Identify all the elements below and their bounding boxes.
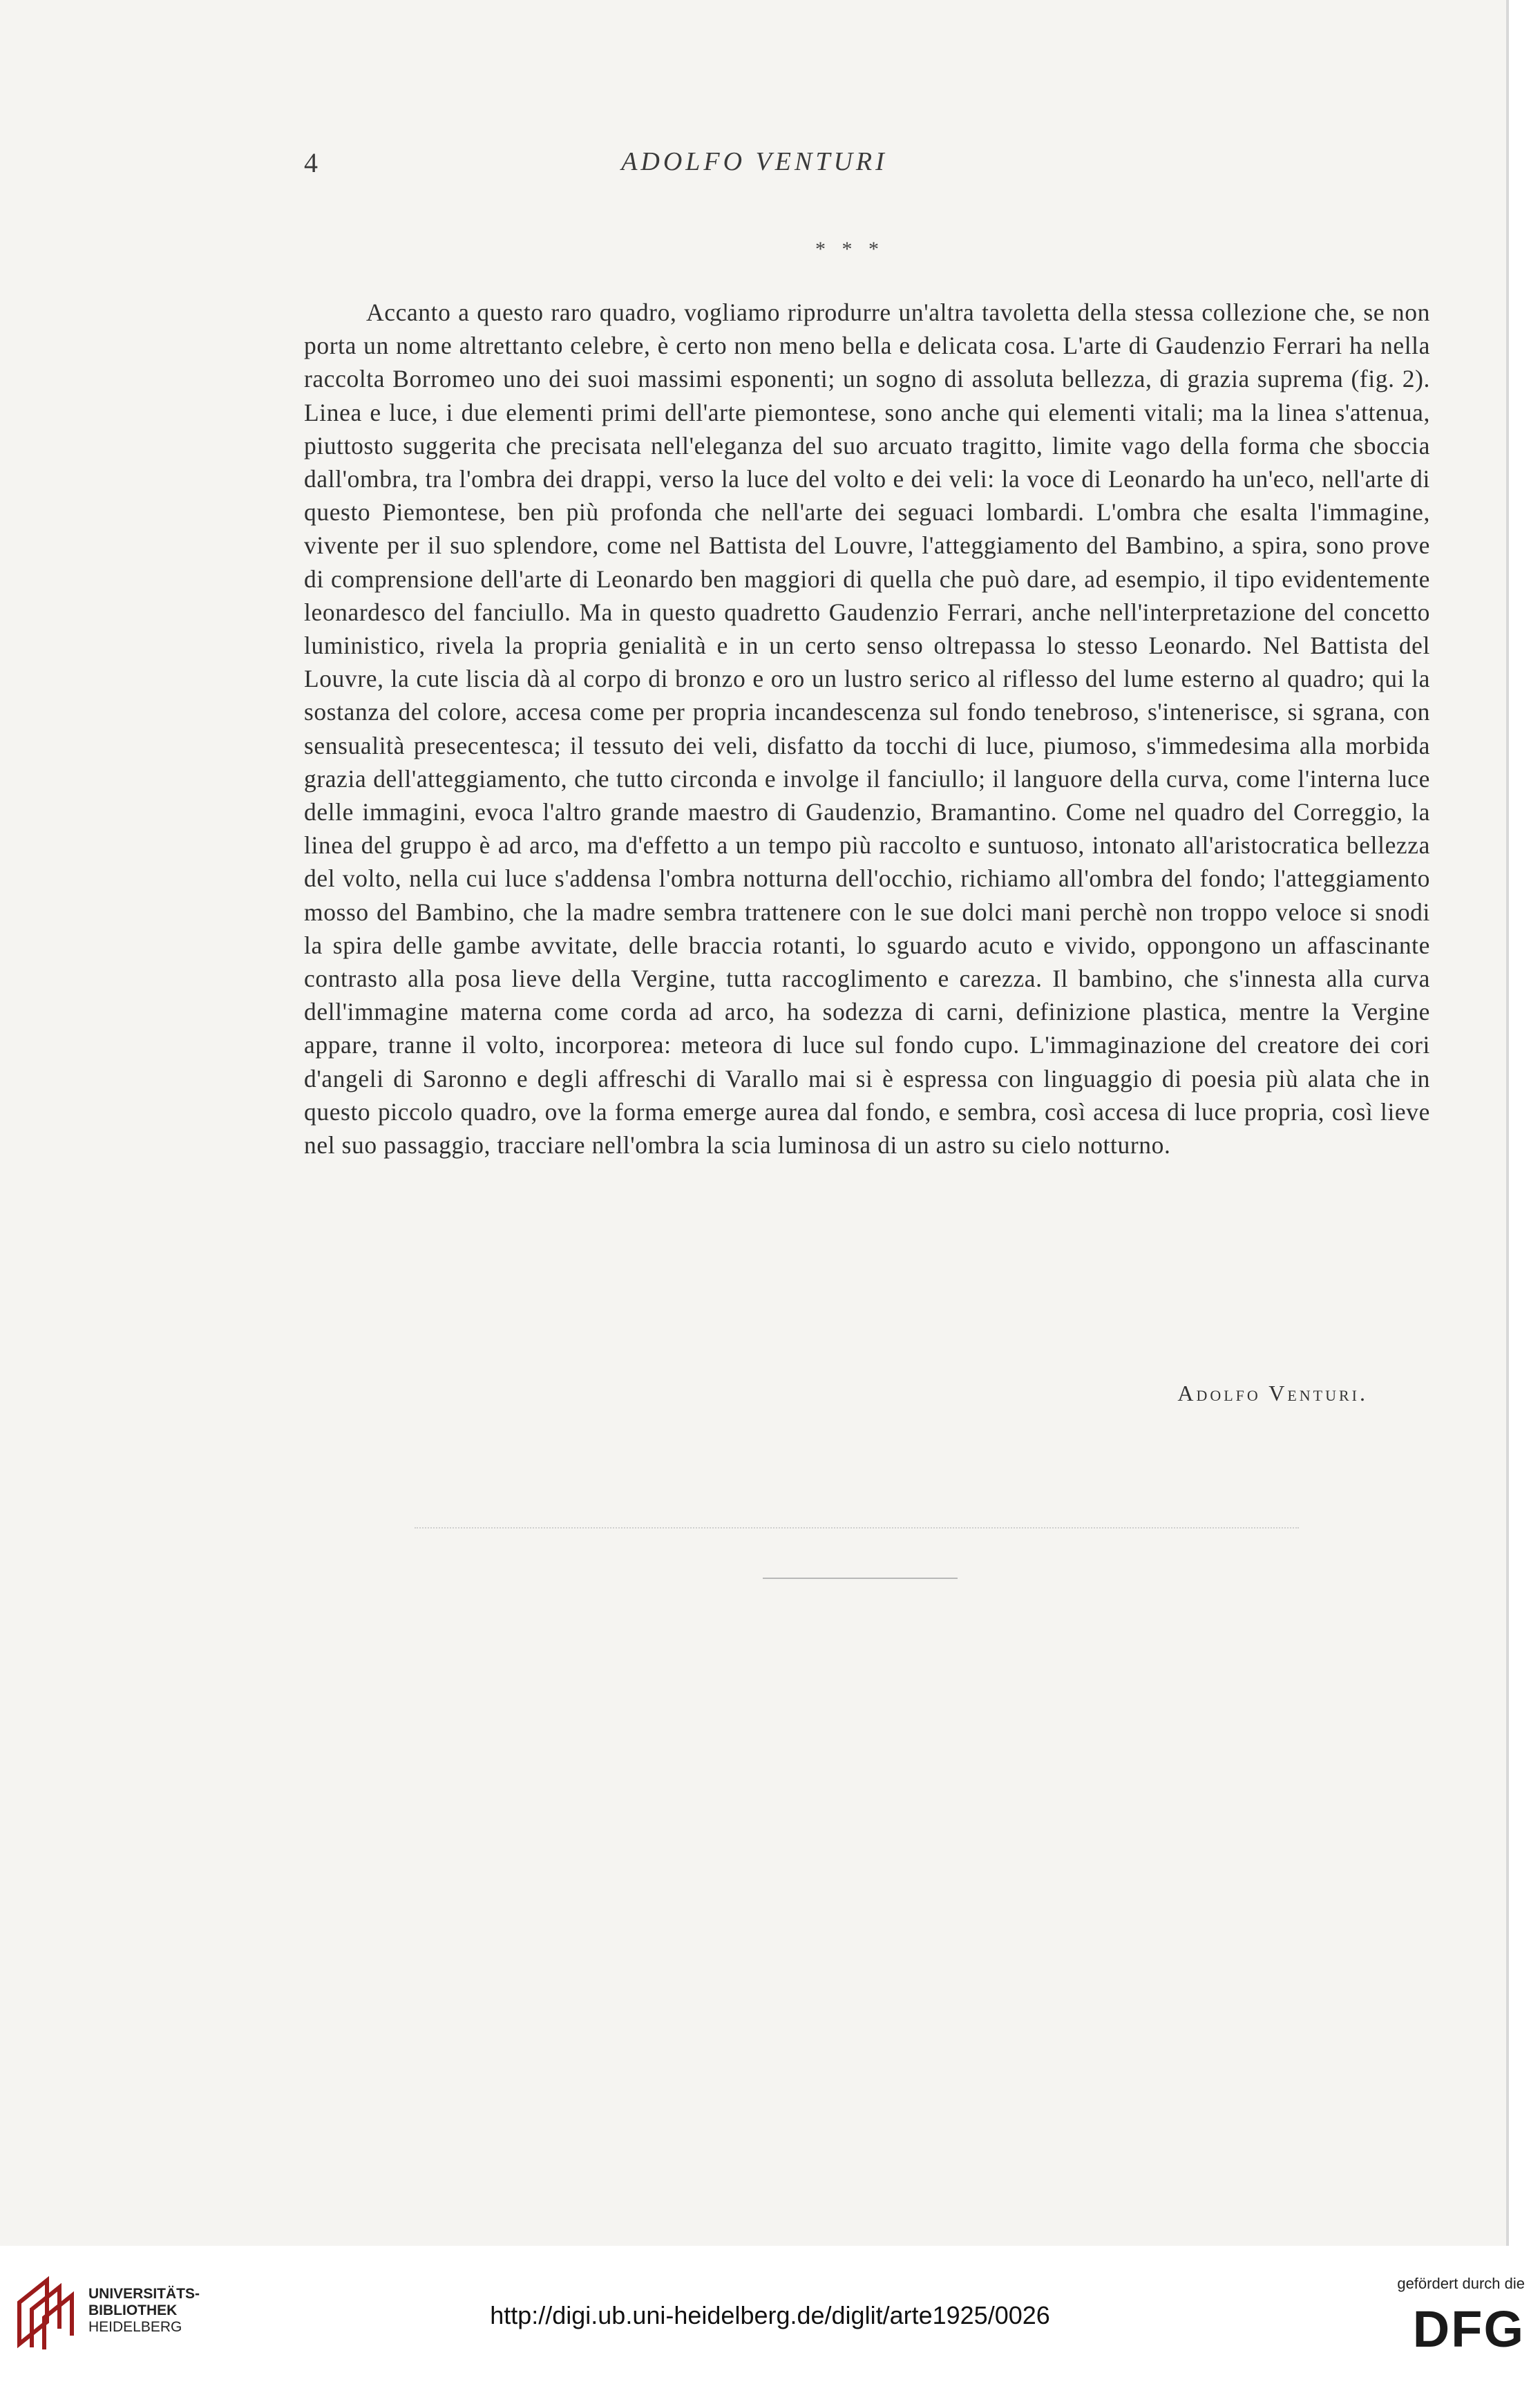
- article-paragraph: Accanto a questo raro quadro, vogliamo riprodurre un'altra tavoletta della stessa collezione che, se non porta un nome altrettanto celebre, è certo non meno bella e delicata cosa. L'arte di Gaudenzio Ferrari ha nella raccolta Borromeo uno dei suoi massimi esponenti; un sogno di assoluta bellezza, di grazia suprema (fig. 2). Linea e luce, i due elementi primi dell'arte piemontese, sono anche qui elementi vitali; ma la linea s'attenua, piuttosto suggerita che precisata nell'eleganza del suo arcuato tragitto, limite vago della forma che sboccia dall'ombra, tra l'ombra dei drappi, verso la luce del volto e dei veli: la voce di Leonardo ha un'eco, nell'arte di questo Piemontese, ben più profonda che nell'arte dei seguaci lombardi. L'ombra che esalta l'immagine, vivente per il suo splendore, come nel Battista del Louvre, l'atteggiamento del Bambino, a spira, sono prove di comprensione dell'arte di Leonardo ben maggiori di quella che può dare, ad esempio, il tipo evidentemente leonardesco del fanciullo. Ma in questo quadretto Gaudenzio Ferrari, anche nell'interpretazione del concetto luministico, rivela la propria genialità e in un certo senso oltrepassa lo stesso Leonardo. Nel Battista del Louvre, la cute liscia dà al corpo di bronzo e oro un lustro serico al riflesso del lume esterno al quadro; qui la sostanza del colore, accesa come per propria incandescenza sul fondo tenebroso, s'intenerisce, si sgrana, con sensualità presecentesca; il tessuto dei veli, disfatto da tocchi di luce, piumoso, s'immedesima alla morbida grazia dell'atteggiamento, che tutto circonda e involge il fanciullo; il languore della curva, come l'interna luce delle immagini, evoca l'altro grande maestro di Gaudenzio, Bramantino. Come nel quadro del Correggio, la linea del gruppo è ad arco, ma d'effetto a un tempo più raccolto e suntuoso, intonato all'aristocratica bellezza del volto, nella cui luce s'addensa l'ombra notturna dell'occhio, richiamo all'ombra del fondo; l'atteggiamento mosso del Bambino, che la madre sembra trattenere con le sue dolci mani perchè non troppo veloce si snodi la spira delle gambe avvitate, delle braccia rotanti, lo sguardo acuto e vivido, oppongono un affascinante contrasto alla posa lieve della Vergine, tutta raccoglimento e carezza. Il bambino, che s'innesta alla curva dell'immagine materna come corda ad arco, ha sodezza di carni, definizione plastica, mentre la Vergine appare, tranne il volto, incorporea: meteora di luce sul fondo cupo. L'immaginazione del creatore dei cori d'angeli di Saronno e degli affreschi di Varallo mai si è espressa con linguaggio di poesia più alata che in questo piccolo quadro, ove la forma emerge aurea dal fondo, e sembra, così accesa di luce propria, così lieve nel suo passaggio, tracciare nell'ombra la scia luminosa di un astro su cielo notturno.: [304, 299, 1430, 1160]
- end-rule: [763, 1578, 958, 1579]
- section-divider: * * *: [815, 238, 884, 261]
- library-name-line-3: HEIDELBERG: [88, 2319, 182, 2335]
- source-url-link[interactable]: http://digi.ub.uni-heidelberg.de/diglit/arte1925/0026: [490, 2301, 1050, 2329]
- funding-note: gefördert durch die: [1397, 2275, 1525, 2292]
- library-name-line-2: BIBLIOTHEK: [88, 2302, 178, 2318]
- article-body: [304, 296, 1430, 1162]
- dotted-separator: [415, 1527, 1299, 1529]
- running-title: ADOLFO VENTURI: [621, 147, 888, 176]
- library-name-line-1: UNIVERSITÄTS-: [88, 2286, 200, 2302]
- author-signature: Adolfo Venturi.: [1177, 1381, 1368, 1406]
- running-head: [0, 146, 1509, 188]
- scan-margin: [1512, 0, 1540, 2384]
- digitization-footer: [0, 2246, 1540, 2384]
- dfg-logo: DFG: [1412, 2300, 1525, 2358]
- page-number: 4: [304, 147, 319, 178]
